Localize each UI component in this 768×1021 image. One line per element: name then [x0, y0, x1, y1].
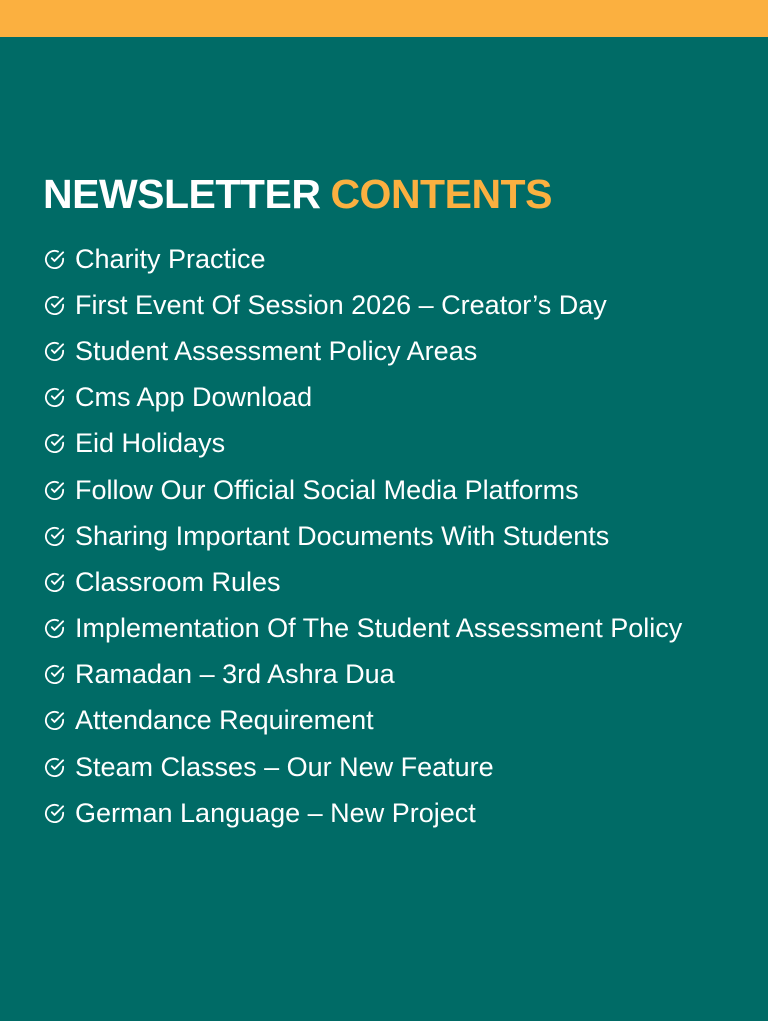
newsletter-heading	[43, 168, 552, 220]
check-circle-icon	[43, 479, 66, 502]
list-item-label: Sharing Important Documents With Students	[75, 520, 610, 551]
heading-word-newsletter: NEWSLETTER	[43, 171, 321, 217]
check-circle-icon	[43, 294, 66, 317]
list-item	[43, 652, 753, 698]
check-circle-icon	[43, 386, 66, 409]
list-item	[43, 559, 753, 605]
check-circle-icon	[43, 571, 66, 594]
list-item	[43, 236, 753, 282]
check-circle-icon	[43, 432, 66, 455]
top-accent-bar	[0, 0, 768, 37]
check-circle-icon	[43, 709, 66, 732]
heading-word-contents: CONTENTS	[330, 171, 552, 217]
list-item-label: Follow Our Official Social Media Platforms	[75, 474, 579, 505]
list-item	[43, 375, 753, 421]
check-circle-icon	[43, 663, 66, 686]
list-item-label: Student Assessment Policy Areas	[75, 335, 478, 366]
list-item	[43, 467, 753, 513]
list-item-label: Attendance Requirement	[75, 705, 374, 736]
check-circle-icon	[43, 248, 66, 271]
check-circle-icon	[43, 340, 66, 363]
list-item-label: Steam Classes – Our New Feature	[75, 751, 494, 782]
check-circle-icon	[43, 756, 66, 779]
list-item	[43, 282, 753, 328]
list-item-label: Classroom Rules	[75, 566, 281, 597]
list-item	[43, 421, 753, 467]
list-item	[43, 698, 753, 744]
list-item-label: Eid Holidays	[75, 428, 226, 459]
list-item-label: German Language – New Project	[75, 797, 476, 828]
list-item	[43, 790, 753, 836]
list-item	[43, 328, 753, 374]
check-circle-icon	[43, 525, 66, 548]
check-circle-icon	[43, 617, 66, 640]
list-item-label: Implementation Of The Student Assessment Policy	[75, 613, 683, 644]
list-item-label: Cms App Download	[75, 382, 313, 413]
list-item-label: Ramadan – 3rd Ashra Dua	[75, 659, 395, 690]
check-circle-icon	[43, 802, 66, 825]
list-item	[43, 606, 753, 652]
contents-list	[43, 236, 753, 836]
list-item	[43, 513, 753, 559]
list-item	[43, 744, 753, 790]
list-item-label: Charity Practice	[75, 243, 266, 274]
list-item-label: First Event Of Session 2026 – Creator’s Day	[75, 289, 607, 320]
